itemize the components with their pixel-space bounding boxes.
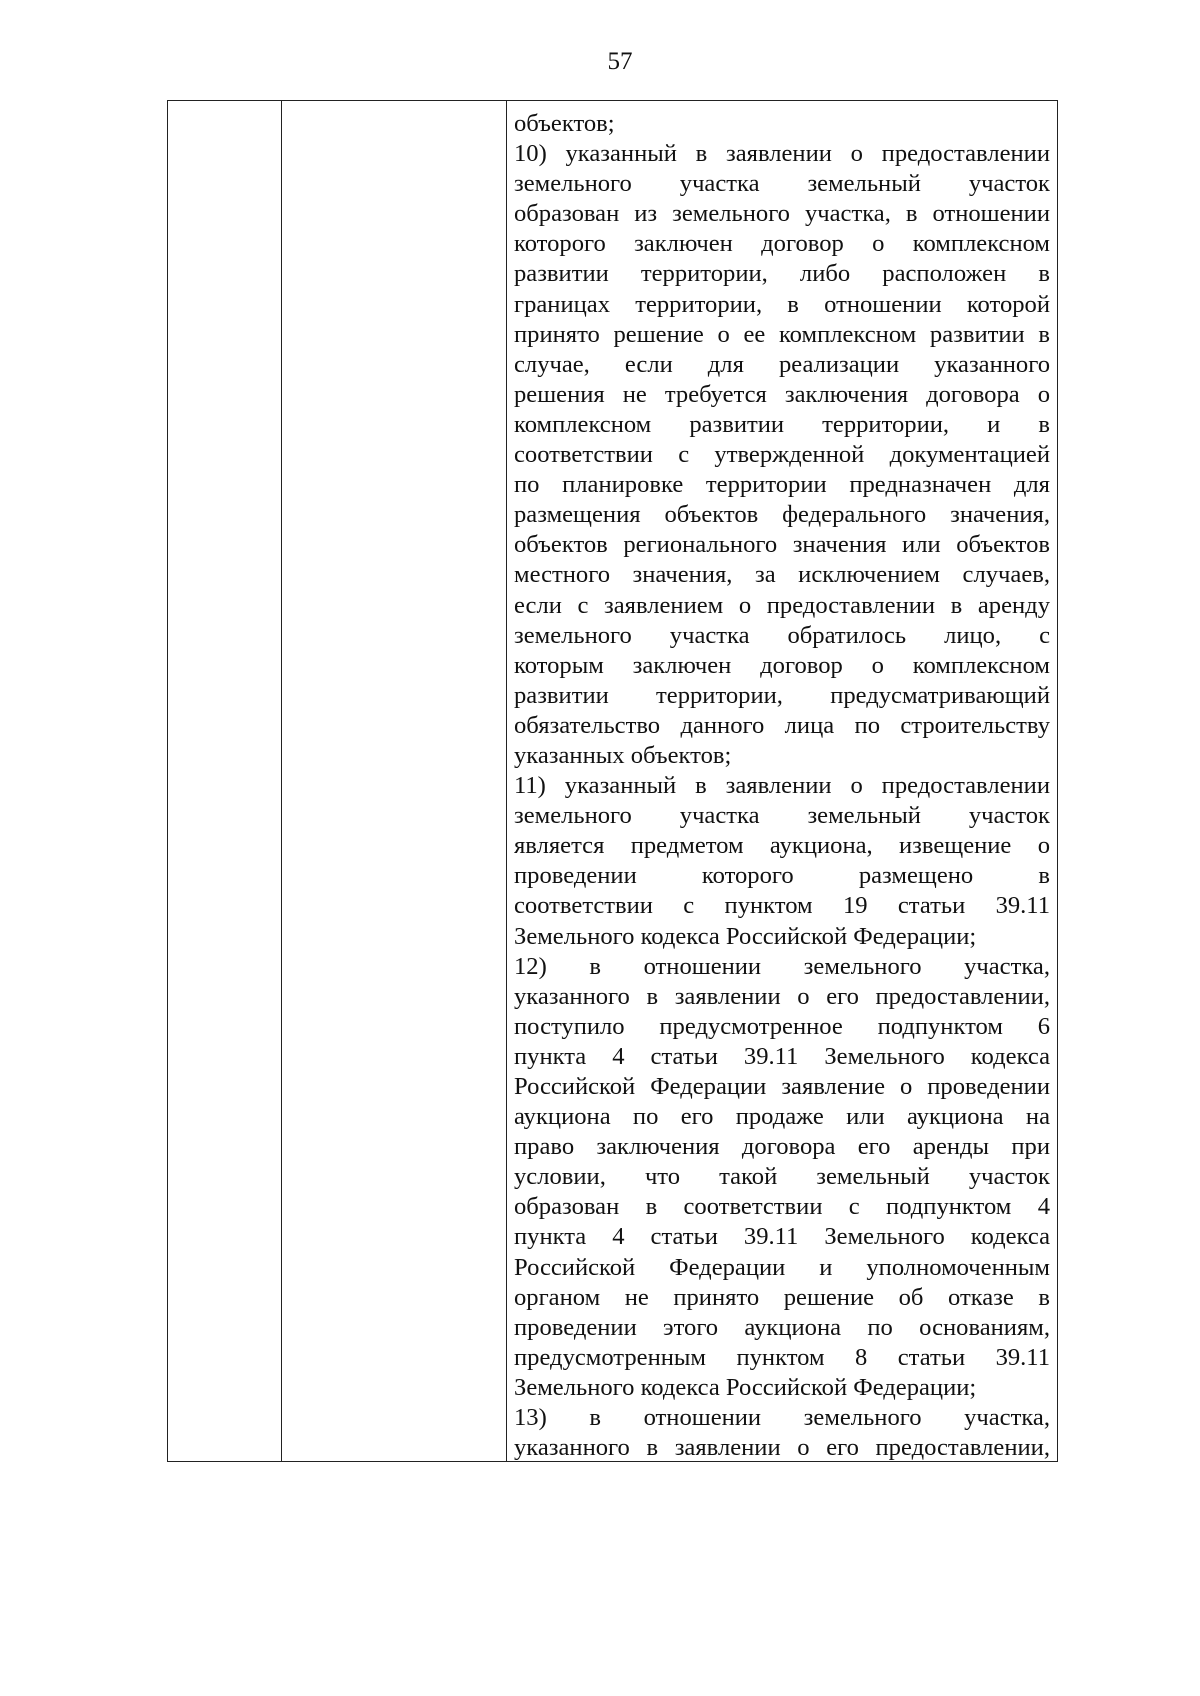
- column-divider-2: [506, 101, 507, 1461]
- text-line: по планировке территории предназначен для: [514, 471, 1050, 499]
- text-line: 10) указанный в заявлении о предоставлении: [514, 140, 1050, 168]
- text-line: проведении этого аукциона по основаниям,: [514, 1313, 1050, 1341]
- text-line: случае, если для реализации указанного: [514, 350, 1050, 378]
- text-line: Земельного кодекса Российской Федерации;: [514, 922, 977, 950]
- text-line: является предметом аукциона, извещение о: [514, 832, 1050, 860]
- text-line: развитии территории, либо расположен в: [514, 260, 1050, 288]
- text-line: поступило предусмотренное подпунктом 6: [514, 1012, 1050, 1040]
- text-line: указанного в заявлении о его предоставлении,: [514, 982, 1050, 1010]
- text-line: условии, что такой земельный участок: [514, 1163, 1050, 1191]
- text-line: решения не требуется заключения договора о: [514, 380, 1050, 408]
- text-line: обязательство данного лица по строительству: [514, 711, 1050, 739]
- text-line: предусмотренным пунктом 8 статьи 39.11: [514, 1343, 1050, 1371]
- text-line: земельного участка земельный участок: [514, 170, 1050, 198]
- text-line: границах территории, в отношении которой: [514, 290, 1050, 318]
- text-line: комплексном развитии территории, и в: [514, 410, 1050, 438]
- page-number: 57: [607, 48, 633, 75]
- text-line: пункта 4 статьи 39.11 Земельного кодекса: [514, 1042, 1050, 1070]
- text-line: 13) в отношении земельного участка,: [514, 1404, 1050, 1432]
- text-line: право заключения договора его аренды при: [514, 1133, 1050, 1161]
- text-line: пункта 4 статьи 39.11 Земельного кодекса: [514, 1223, 1050, 1251]
- table-cell-text: [514, 109, 1050, 1463]
- text-line: земельного участка земельный участок: [514, 802, 1050, 830]
- column-divider-1: [281, 101, 282, 1461]
- text-line: Российской Федерации и уполномоченным: [514, 1253, 1050, 1281]
- text-line: образован из земельного участка, в отношении: [514, 200, 1050, 228]
- text-line: указанных объектов;: [514, 741, 732, 769]
- text-line: объектов;: [514, 110, 615, 137]
- text-line: соответствии с пунктом 19 статьи 39.11: [514, 892, 1050, 920]
- text-line: которого заключен договор о комплексном: [514, 230, 1050, 258]
- text-line: развитии территории, предусматривающий: [514, 681, 1050, 709]
- text-line: органом не принято решение об отказе в: [514, 1283, 1050, 1311]
- text-line: местного значения, за исключением случаев,: [514, 561, 1050, 589]
- text-line: указанного в заявлении о его предоставлении,: [514, 1434, 1050, 1462]
- document-table: [167, 100, 1058, 1462]
- text-line: земельного участка обратилось лицо, с: [514, 621, 1050, 649]
- text-line: 12) в отношении земельного участка,: [514, 952, 1050, 980]
- text-line: Земельного кодекса Российской Федерации;: [514, 1373, 977, 1401]
- text-line: образован в соответствии с подпунктом 4: [514, 1193, 1050, 1221]
- text-line: если с заявлением о предоставлении в аренду: [514, 591, 1050, 619]
- text-line: аукциона по его продаже или аукциона на: [514, 1103, 1050, 1131]
- text-line: Российской Федерации заявление о проведении: [514, 1073, 1050, 1100]
- text-line: соответствии с утвержденной документацией: [514, 441, 1050, 469]
- text-line: 11) указанный в заявлении о предоставлении: [514, 772, 1050, 800]
- text-line: принято решение о ее комплексном развитии в: [514, 320, 1050, 348]
- text-line: объектов регионального значения или объектов: [514, 531, 1050, 559]
- text-line: проведении которого размещено в: [514, 862, 1050, 890]
- text-line: которым заключен договор о комплексном: [514, 651, 1050, 679]
- text-line: размещения объектов федерального значения,: [514, 501, 1050, 529]
